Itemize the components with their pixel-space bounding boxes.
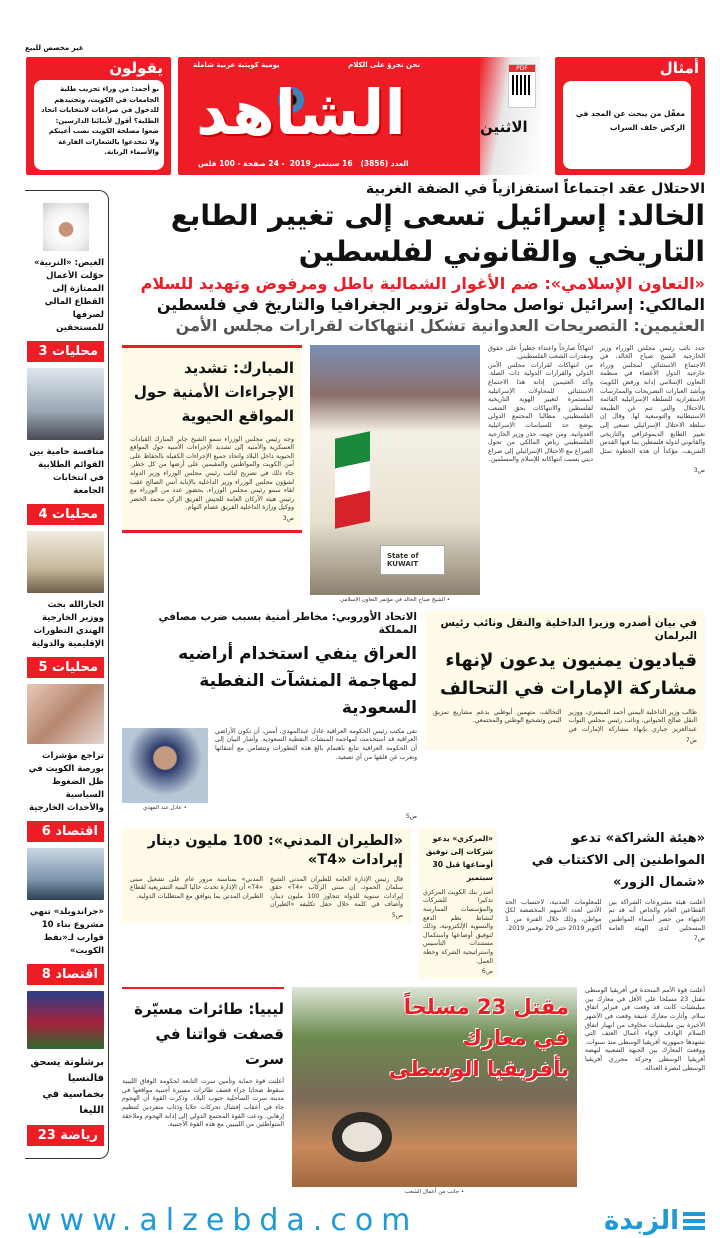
- aviation-body: قال رئيس الإدارة العامة للطيران المدني الشيخ سلمان الحمود، إن مبنى الركاب «T4» حقق إيرادات سنوية للدولة تتجاوز 100 مليون دينار، وأضاف في كلمة خلال حفل تكليفه «الطيران المدني» بمناسبة مرور عام على تشغيل مبنى «T4» أن الإدارة تحدث حاليا البنية التشريعية لقطاع الطيران المدني بما يتوافق مع المتطلبات الدولية.: [130, 875, 403, 909]
- lead-subheadline-oic[interactable]: «التعاون الإسلامي»: ضم الأغوار الشمالية باطل ومرفوض وتهديد للسلام: [140, 274, 705, 294]
- proverbs-box: [555, 57, 705, 175]
- masthead-logo: الشاهد: [196, 76, 406, 149]
- mubarak-body: وجه رئيس مجلس الوزراء سمو الشيخ جابر المبارك القيادات العسكرية والأمنية إلى تشديد الإجراءات الأمنية حول المواقع الحيوية داخل البلاد واتخاذ جميع الإجراءات الكفيلة بالحفاظ على أمن الكويت والمواطنين والمقيمين على أرضها من كل خطر. جاء ذلك في تصريح لنائب رئيس مجلس الوزراء وزير الدولة لشؤون مجلس الوزراء وزير الداخلية بالإنابة أنس الصالح عقب لقاء سمو رئيس مجلس الوزراء، بحضور عدد من الوزراء مع رئيس هيئة الأركان العامة للجيش الفريق الركن محمد الخضر ووكيل وزارة الداخلية الفريق عصام النهام.: [130, 435, 294, 512]
- sharaka-body: أعلنت هيئة مشروعات الشراكة بين القطاعين العام والخاص أنه قد تم الانتهاء من حصر أسماء المواطنين المسجلين لدى الهيئة العامة للمعلومات المدنية، لاحتساب الحد الأدنى لعدد الأسهم المخصصة لكل مواطن، وذلك خلال الفترة من 1 أكتوبر 2019 حتى 29 نوفمبر 2019.: [505, 898, 705, 932]
- section-link-sports-23[interactable]: رياضة 23: [27, 1125, 104, 1146]
- section-link-local-4[interactable]: محليات 4: [27, 504, 104, 525]
- abdul-mahdi-caption: • عادل عبد المهدي: [143, 804, 187, 811]
- africa-riot-photo: [292, 987, 577, 1187]
- yemen-headline[interactable]: قياديون يمنيون يدعون لإنهاء مشاركة الإمارات في التحالف: [439, 649, 697, 699]
- lead-body: [488, 345, 705, 465]
- placard: State of KUWAIT: [380, 545, 445, 575]
- central-bank-ref: ص6: [481, 968, 493, 976]
- sayings-title: يقولون: [109, 59, 163, 77]
- columnist-photo: [43, 203, 89, 251]
- masthead-slogan: نحن نجرؤ على الكلام: [348, 61, 420, 69]
- libya-story: [122, 987, 284, 1130]
- sidebar-story-1[interactable]: الغيص: «التربية» حوّلت الأعمال الممتازة إلى القطاع المالي لصرفها للمستحقين: [34, 258, 104, 333]
- stock-exchange-photo: [27, 684, 104, 744]
- sharaka-ref: ص7: [693, 935, 705, 943]
- sayings-box: [26, 57, 171, 175]
- aviation-story: [122, 828, 411, 923]
- logo-text: الزبدة: [604, 1205, 679, 1236]
- lead-subheadline-othaimeen[interactable]: العثيمين: التصريحات العدوانية تشكل انتهاكات لقرارات مجلس الأمن: [175, 315, 705, 335]
- libya-headline[interactable]: ليبيا: طائرات مسيّرة قصفت قواتنا في سرت: [134, 1000, 284, 1069]
- masthead: [178, 57, 540, 175]
- iraq-ref: ص5: [405, 812, 417, 820]
- abdul-mahdi-photo: [122, 728, 208, 803]
- yemen-story: [425, 611, 705, 750]
- issue-date: 16 سبتمبر 2019: [289, 159, 353, 168]
- section-link-local-5[interactable]: محليات 5: [27, 657, 104, 678]
- lead-ref: ص3: [693, 466, 705, 474]
- iraq-body: نفى مكتب رئيس الحكومة العراقية عادل عبدالمهدي، أمس، أن تكون الأراضي العراقية قد استخدمت لمهاجمة المنشآت النفطية السعودية. وأشار البيان إلى أن الحكومة العراقية تتابع باهتمام بالغ هذه التطورات وتتضامن مع أشقائها وتعرب عن قلقها من أي تصعيد.: [215, 727, 417, 761]
- proverbs-text: مغفّل من يبحث عن المجد في الركض خلف السراب: [575, 109, 685, 132]
- pages-price: - 24 صفحة - 100 فلس: [198, 159, 285, 168]
- africa-photo-caption: • جانب من أعمال الشغب: [404, 1189, 465, 1196]
- day-label: الاثنين: [480, 118, 528, 136]
- meeting-photo: [27, 531, 104, 593]
- issue-info: [198, 159, 409, 168]
- sayings-text: بو أحمد: من وراء تحزيب طلبة الجامعات في الكويت، وتجنيدهم للدخول في صراعات لانتخابات اتحاد الطلبة؟ أقول لأبنائنا الدارسين: ضعوا مصلحة الكويت نصب أعينكم ولا تنخدعوا بالشعارات الفارغة والأسماء الرنانة.: [41, 85, 159, 156]
- africa-headline[interactable]: مقتل 23 مسلحاً في معارك بأفريقيا الوسطى: [389, 995, 569, 1082]
- mubarak-story: [122, 345, 302, 533]
- proverbs-title: أمثال: [659, 59, 699, 77]
- central-bank-body: أصدر بنك الكويت المركزي تذكيرا للشركات والمؤسسات الممارسة لنشاط نظم الدفع والتسوية الإلكترونية، وذلك لتوفيق أوضاعها واستكمال مستندات التأسيس واستراتيجية الشركة وخطة العمل.: [423, 888, 493, 965]
- burning-tire: [332, 1112, 392, 1162]
- sidebar-story-4[interactable]: تراجع مؤشرات بورصة الكويت في ظل الضغوط السياسية والأحداث الخارجية: [28, 751, 104, 813]
- libya-body: أعلنت قوة حماية وتأمين سرت التابعة لحكومة الوفاق الليبية سقوط ضحايا جراء قصف طائرات مسيرة أجنبية مواقعها في مدينة سرت الساحلية جنوب البلاد. وذكرت القوة أن الهجوم جاء في أعقاب إفشال تحركات خلايا وذئاب منفردين لتنظيم إرهابي. ودعت القوة المجتمع الدولي إلى إدانة الهجوم وملاحقة المتواطئين من الليبيين مع هذه القوة الأجنبية.: [122, 1078, 284, 1129]
- iraq-story: [122, 611, 417, 820]
- section-link-local-3[interactable]: محليات 3: [27, 341, 104, 362]
- aviation-headline[interactable]: «الطيران المدني»: 100 مليون دينار إيرادات «T4»: [147, 832, 403, 868]
- section-link-economy-6[interactable]: اقتصاد 6: [27, 821, 104, 842]
- watermark-url: www.alzebda.com: [27, 1203, 419, 1238]
- lead-body-col1: جدد نائب رئيس مجلس الوزراء وزير الخارجية الشيخ صباح الخالد، في الاجتماع الاستثنائي لمجلس وزراء خارجية الدول الأعضاء في منظمة التعاون الإسلامي إدانة ورفض الكويت وبأشد العبارات التصريحات والممارسات الاستفزازية للسلطة الإسرائيلية القائمة بالاحتلال والتي تنم عن الطبيعة الاستيطانية والتوسعية لها. وقال إن سلطة الاحتلال الإسرائيلي تسعى إلى تغيير الطابع الديموغرافي والتاريخي والقانوني لدولة فلسطين بما فيها القدس الشريف، مؤكداً أن هذه الخطوة تمثل انتهاكاً صارخاً واعتداء خطيراً على حقوق ومقدرات الشعب الفلسطيني.: [488, 344, 705, 455]
- iraq-kicker[interactable]: الاتحاد الأوروبي: مخاطر أمنية بسبب ضرب مصافي المملكة: [158, 610, 417, 637]
- sidebar: [25, 190, 109, 1159]
- section-link-economy-8[interactable]: اقتصاد 8: [27, 964, 104, 985]
- yemen-kicker[interactable]: في بيان أصدره وزيرا الداخلية والنقل ونائب رئيس البرلمان: [440, 616, 697, 643]
- yemen-body: طالب وزير الداخلية اليمني أحمد الميسري، ووزير النقل صالح الجبواني، ونائب رئيس مجلس النواب عبدالعزيز جباري بإنهاء مشاركة الإمارات في التحالف، متهمين أبوظبي بدعم مشاريع تمزيق اليمن وتشجيع الوطني والمجتمعي.: [433, 708, 697, 734]
- lead-headlines: [122, 180, 705, 337]
- watermark-logo: [604, 1206, 705, 1236]
- central-bank-story: [419, 828, 497, 979]
- menu-lines-icon: [683, 1212, 705, 1230]
- lead-body-col2: من انتهاكات لقرارات مجلس الأمن الدولي والقرارات الدولية ذات الصلة. وأكد العثيمين إدانة هذا الاجتماع الاستثنائي للمحاولات الإسرائيلية المستمرة لتغيير الهوية التاريخية لفلسطين والانتهاكات بحق الشعب الفلسطيني، مطالبا المجتمع الدولي بوضع حد للسياسات الإسرائيلية العدوانية. ومن جهته، حذر وزير الخارجية الفلسطيني رياض المالكي من تحول الصراع مع الاحتلال الإسرائيلي إلى صراع ديني بسبب انتهاكاته للإسلام والمسلمين.: [488, 361, 593, 464]
- boat-photo: [27, 848, 104, 900]
- central-bank-headline[interactable]: «المركزي» يدعو شركات إلى توفيق أوضاعها قبل 30 سبتمبر: [425, 833, 493, 882]
- africa-body: أعلنت قوة الأمم المتحدة في أفريقيا الوسطى مقتل 23 مسلحا على الأقل في معارك بين ميليشيات كانت قد وقعت في فبراير اتفاق سلام. وأثارت معارك عنيفة وقعت في الأشهر الأخيرة بين ميليشيات مخاوف من انهيار اتفاق السلام الهادف لإنهاء أعمال العنف التي تشهدها جمهورية أفريقيا الوسطى منذ سنوات. ووقعت المعارك بين الجبهة الشعبية لنهضة أفريقيا الوسطى وحركة محرري أفريقيا الوسطى لنصرة العدالة.: [585, 987, 705, 1072]
- not-for-sale-label: غير مخصص للبيع: [25, 44, 84, 52]
- sharaka-story: [505, 828, 705, 942]
- issue-number: العدد (3856): [360, 159, 409, 168]
- yemen-ref: ص7: [685, 736, 697, 744]
- lead-photo: [310, 345, 480, 595]
- lead-subheadline-malki[interactable]: المالكي: إسرائيل تواصل محاولة تزوير الجغرافيا والتاريخ في فلسطين: [156, 294, 705, 314]
- lead-kicker[interactable]: الاحتلال عقد اجتماعاً استفزازياً في الضفة الغربية: [365, 181, 705, 197]
- mubarak-headline[interactable]: المبارك: تشديد الإجراءات الأمنية حول المواقع الحيوية: [133, 358, 294, 425]
- elections-photo: [27, 368, 104, 440]
- qr-code-icon: [512, 75, 532, 95]
- sidebar-story-2[interactable]: منافسة حامية بين القوائم الطلابية في انتخابات الجامعة: [29, 447, 104, 496]
- pdf-label: PDF: [509, 65, 535, 72]
- football-photo: [27, 991, 104, 1049]
- lead-photo-caption: • الشيخ صباح الخالد في مؤتمر التعاون الإسلامي: [339, 596, 451, 603]
- kuwait-flag: [335, 431, 370, 528]
- pdf-download-button[interactable]: [508, 64, 536, 108]
- mubarak-ref: ص3: [282, 514, 294, 522]
- sharaka-headline[interactable]: «هيئة الشراكة» تدعو المواطنين إلى الاكتتاب في «شمال الزور»: [531, 830, 705, 890]
- masthead-tagline: يومية كويتية عربية شاملة: [193, 61, 280, 69]
- aviation-ref: ص5: [391, 911, 403, 919]
- sidebar-story-5[interactable]: «جراندويلد» تنهي مشروع بناء 10 قوارب لـ«نفط الكويت»: [29, 907, 104, 956]
- iraq-headline[interactable]: العراق ينفي استخدام أراضيه لمهاجمة المنشآت النفطية السعودية: [178, 643, 417, 718]
- lead-headline[interactable]: الخالد: إسرائيل تسعى إلى تغيير الطابع التاريخي والقانوني لفلسطين: [170, 199, 705, 269]
- sidebar-story-3[interactable]: الجارالله بحث ووزير الخارجية الهندي التطورات الإقليمية والدولية: [31, 600, 104, 649]
- sidebar-story-6[interactable]: برشلونة يسحق فالنسيا بخماسية في الليغا: [30, 1057, 104, 1116]
